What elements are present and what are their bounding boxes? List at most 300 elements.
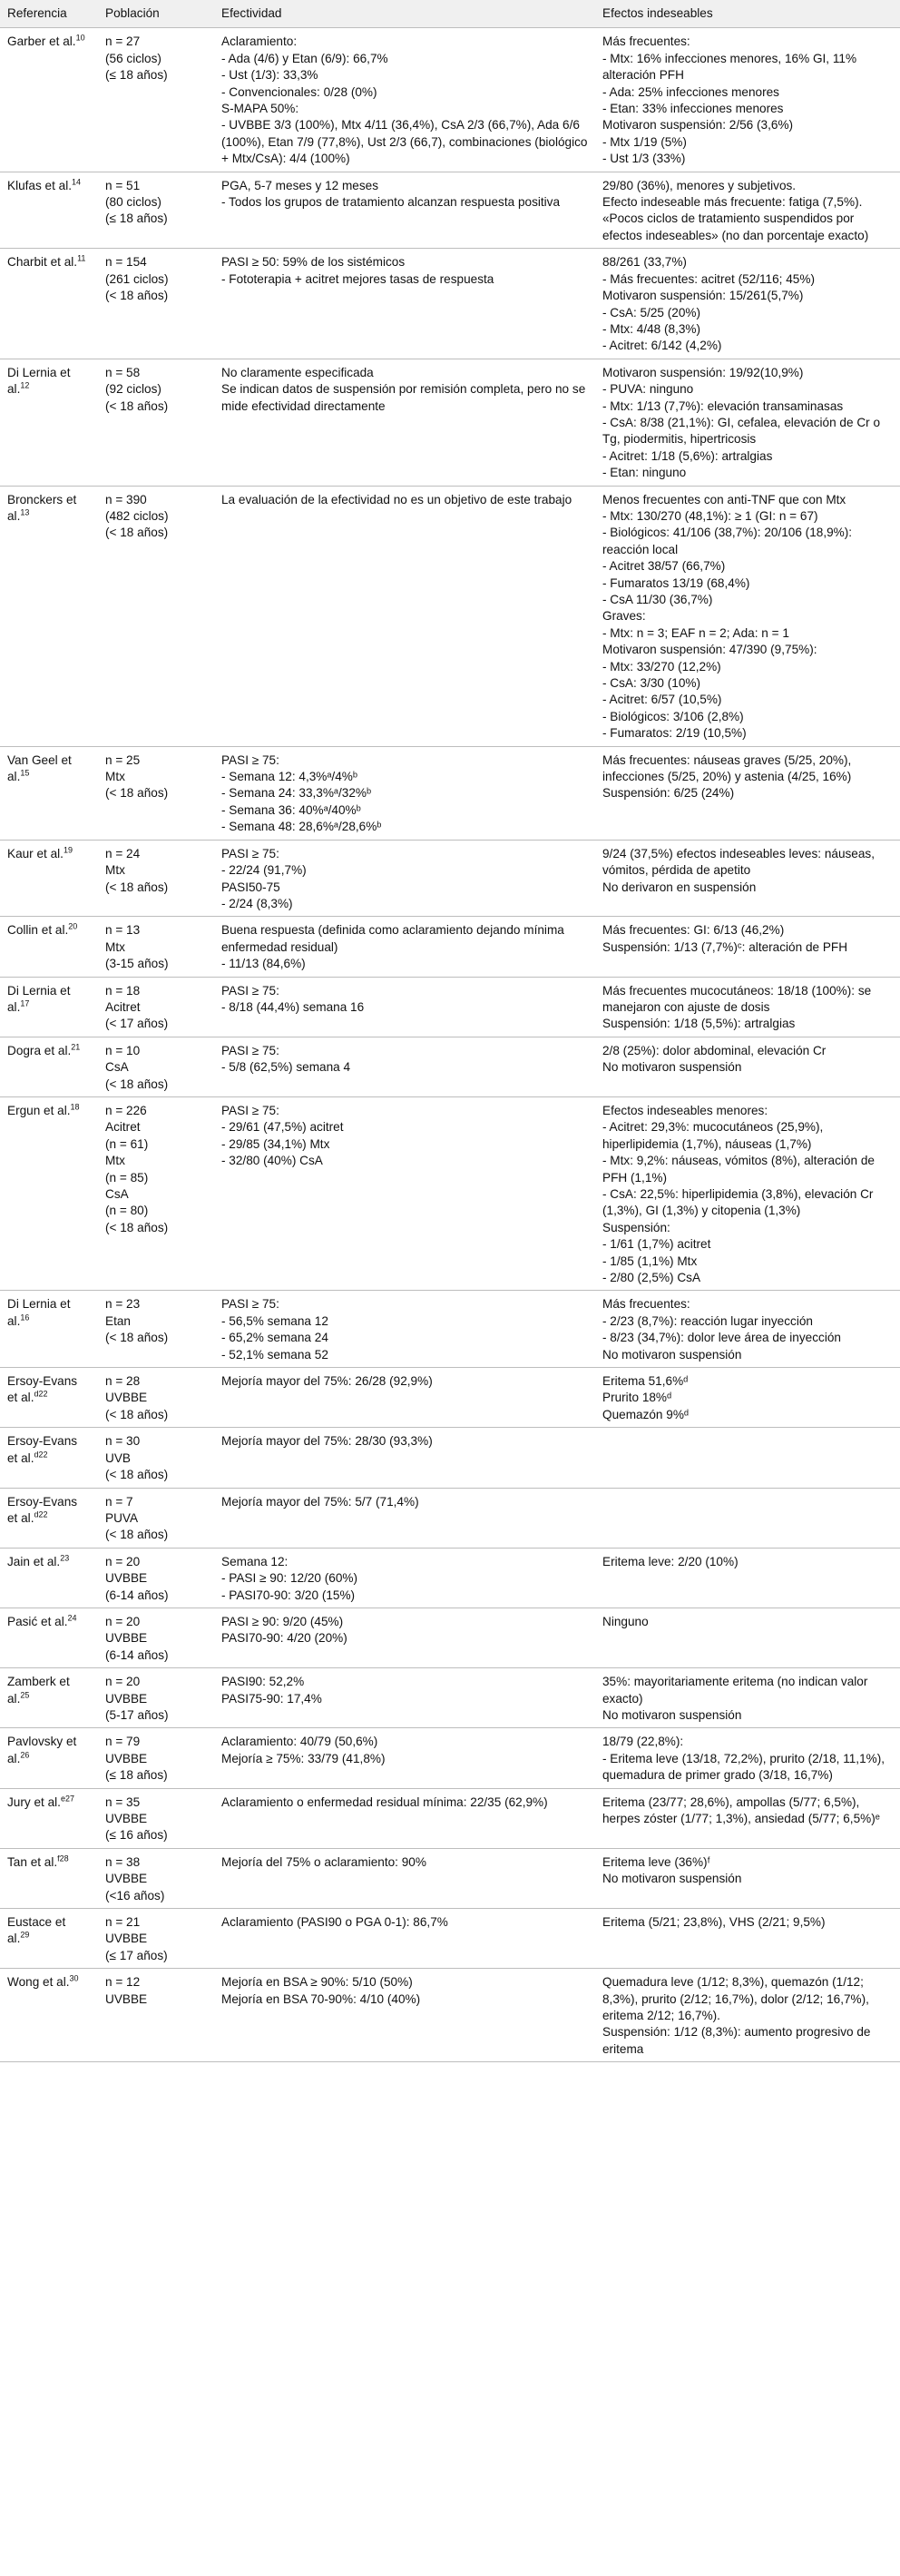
cell-efectos-indeseables xyxy=(595,746,900,840)
effectiveness-line: - Semana 36: 40%ᵃ/40%ᵇ xyxy=(221,802,361,817)
adverse-effect-line: - 2/23 (8,7%): reacción lugar inyección xyxy=(602,1313,813,1328)
table-row xyxy=(0,746,900,840)
population-line: (< 18 años) xyxy=(105,1468,169,1482)
table-row xyxy=(0,840,900,917)
adverse-effect-line: Graves: xyxy=(602,609,646,624)
adverse-effect-line: - Mtx: 16% infecciones menores, 16% GI, 11% alteración PFH xyxy=(602,51,857,83)
population-line: Mtx xyxy=(105,770,125,784)
adverse-effect-line: - Biológicos: 41/106 (38,7%): 20/106 (18,9%): reacción local xyxy=(602,526,853,556)
population-line: CsA xyxy=(105,1187,129,1201)
population-line: n = 13 xyxy=(105,923,141,938)
cell-efectos-indeseables xyxy=(595,977,900,1037)
cell-referencia xyxy=(0,746,98,840)
population-line: n = 20 xyxy=(105,1675,141,1689)
population-line: (< 18 años) xyxy=(105,1407,169,1421)
reference-citation: 29 xyxy=(20,1930,30,1940)
cell-referencia xyxy=(0,359,98,486)
effectiveness-line: - 8/18 (44,4%) semana 16 xyxy=(221,999,365,1014)
cell-poblacion xyxy=(98,917,214,977)
population-line: (<16 años) xyxy=(105,1888,165,1903)
effectiveness-line: PASI ≥ 75: xyxy=(221,1297,279,1312)
effectiveness-line: PASI ≥ 90: 9/20 (45%) xyxy=(221,1614,344,1628)
cell-poblacion xyxy=(98,1037,214,1096)
cell-referencia xyxy=(0,1488,98,1548)
cell-referencia xyxy=(0,977,98,1037)
reference-author: Tan et al. xyxy=(7,1854,58,1869)
adverse-effect-line: - Más frecuentes: acitret (52/116; 45%) xyxy=(602,271,815,286)
cell-referencia xyxy=(0,486,98,746)
adverse-effect-line: - 1/61 (1,7%) acitret xyxy=(602,1237,711,1252)
adverse-effect-line: Efecto indeseable más frecuente: fatiga (7,5%). xyxy=(602,195,863,210)
population-line: UVB xyxy=(105,1450,131,1465)
adverse-effect-line: 18/79 (22,8%): xyxy=(602,1735,684,1749)
effectiveness-line: PASI ≥ 75: xyxy=(221,1103,279,1117)
cell-efectividad xyxy=(214,1848,595,1908)
table-row xyxy=(0,359,900,486)
adverse-effect-line: - CsA: 3/30 (10%) xyxy=(602,676,701,691)
cell-referencia xyxy=(0,1096,98,1290)
reference-author: Ersoy-Evans et al. xyxy=(7,1494,78,1525)
effectiveness-line: PGA, 5-7 meses y 12 meses xyxy=(221,178,379,192)
adverse-effect-line: 29/80 (36%), menores y subjetivos. xyxy=(602,178,797,192)
population-line: UVBBE xyxy=(105,1571,148,1586)
reference-author: Eustace et al. xyxy=(7,1915,66,1946)
effectiveness-line: PASI50-75 xyxy=(221,880,280,894)
cell-efectividad xyxy=(214,1291,595,1368)
population-line: UVBBE xyxy=(105,1872,148,1886)
population-line: (< 18 años) xyxy=(105,289,169,303)
effectiveness-line: Mejoría ≥ 75%: 33/79 (41,8%) xyxy=(221,1751,386,1765)
cell-efectos-indeseables xyxy=(595,1728,900,1788)
adverse-effect-line: 9/24 (37,5%) efectos indeseables leves: náuseas, vómitos, pérdida de apetito xyxy=(602,846,876,878)
effectiveness-line: PASI ≥ 75: xyxy=(221,846,279,860)
population-line: (< 18 años) xyxy=(105,1220,169,1234)
cell-efectividad xyxy=(214,1909,595,1969)
population-line: (n = 80) xyxy=(105,1204,149,1218)
population-line: n = 30 xyxy=(105,1434,141,1449)
header-referencia: Referencia xyxy=(0,0,98,28)
adverse-effect-line: Más frecuentes: xyxy=(602,1297,690,1312)
cell-efectividad xyxy=(214,28,595,172)
population-line: (< 18 años) xyxy=(105,880,169,894)
cell-poblacion xyxy=(98,977,214,1037)
cell-efectos-indeseables xyxy=(595,1548,900,1608)
effectiveness-line: - PASI70-90: 3/20 (15%) xyxy=(221,1588,356,1602)
cell-referencia xyxy=(0,1428,98,1488)
population-line: n = 23 xyxy=(105,1297,141,1312)
cell-referencia xyxy=(0,28,98,172)
cell-efectos-indeseables xyxy=(595,486,900,746)
cell-poblacion xyxy=(98,746,214,840)
cell-referencia xyxy=(0,172,98,249)
adverse-effect-line: Suspensión: 1/18 (5,5%): artralgias xyxy=(602,1017,796,1031)
population-line: n = 24 xyxy=(105,846,141,860)
effectiveness-line: - 29/61 (47,5%) acitret xyxy=(221,1120,344,1135)
reference-citation: 23 xyxy=(60,1553,70,1563)
header-poblacion: Población xyxy=(98,0,214,28)
effectiveness-line: - 22/24 (91,7%) xyxy=(221,863,307,878)
effectiveness-line: PASI ≥ 75: xyxy=(221,752,279,767)
cell-efectividad xyxy=(214,1608,595,1667)
population-line: UVBBE xyxy=(105,1691,148,1706)
cell-efectividad xyxy=(214,840,595,917)
effectiveness-line: No claramente especificada xyxy=(221,365,374,379)
table-row xyxy=(0,28,900,172)
population-line: n = 35 xyxy=(105,1794,141,1809)
reference-author: Jury et al. xyxy=(7,1794,61,1809)
table-header xyxy=(0,0,900,28)
reference-author: Di Lernia et al. xyxy=(7,1297,71,1328)
adverse-effect-line: - Mtx 1/19 (5%) xyxy=(602,134,687,149)
reference-author: Ersoy-Evans et al. xyxy=(7,1374,78,1405)
adverse-effect-line: Suspensión: 1/12 (8,3%): aumento progresivo de eritema xyxy=(602,2025,871,2056)
population-line: n = 12 xyxy=(105,1975,141,1990)
cell-efectos-indeseables xyxy=(595,1668,900,1728)
table-row xyxy=(0,977,900,1037)
cell-referencia xyxy=(0,1728,98,1788)
adverse-effect-line: Efectos indeseables menores: xyxy=(602,1103,768,1117)
population-line: (< 18 años) xyxy=(105,1331,169,1345)
table-body xyxy=(0,28,900,2062)
population-line: n = 390 xyxy=(105,492,147,506)
population-line: (80 ciclos) xyxy=(105,195,161,210)
population-line: PUVA xyxy=(105,1510,139,1525)
population-line: (261 ciclos) xyxy=(105,271,169,286)
cell-efectividad xyxy=(214,1037,595,1096)
effectiveness-line: Mejoría mayor del 75%: 5/7 (71,4%) xyxy=(221,1494,419,1509)
adverse-effect-line: - CsA: 5/25 (20%) xyxy=(602,305,701,320)
adverse-effect-line: 88/261 (33,7%) xyxy=(602,255,687,270)
population-line: n = 10 xyxy=(105,1043,141,1057)
reference-author: Zamberk et al. xyxy=(7,1675,70,1706)
population-line: n = 226 xyxy=(105,1103,147,1117)
reference-author: Ersoy-Evans et al. xyxy=(7,1434,78,1465)
table-row xyxy=(0,1608,900,1667)
header-row xyxy=(0,0,900,28)
cell-referencia xyxy=(0,1608,98,1667)
cell-poblacion xyxy=(98,486,214,746)
cell-referencia xyxy=(0,840,98,917)
population-line: n = 58 xyxy=(105,365,141,379)
reference-citation: e27 xyxy=(60,1794,74,1804)
table-row xyxy=(0,486,900,746)
cell-efectos-indeseables xyxy=(595,1037,900,1096)
effectiveness-line: PASI ≥ 75: xyxy=(221,1043,279,1057)
effectiveness-line: - Todos los grupos de tratamiento alcanzan respuesta positiva xyxy=(221,195,561,210)
population-line: UVBBE xyxy=(105,1812,148,1825)
population-line: (≤ 17 años) xyxy=(105,1948,168,1962)
adverse-effect-line: - Mtx: 1/13 (7,7%): elevación transaminasas xyxy=(602,398,844,413)
adverse-effect-line: - Acitret: 29,3%: mucocutáneos (25,9%), hiperlipidemia (1,7%), náuseas (1,7%) xyxy=(602,1120,824,1151)
population-line: n = 27 xyxy=(105,34,141,49)
population-line: (n = 61) xyxy=(105,1136,149,1151)
population-line: UVBBE xyxy=(105,1391,148,1405)
header-efectos-indeseables: Efectos indeseables xyxy=(595,0,900,28)
cell-efectividad xyxy=(214,1728,595,1788)
adverse-effect-line: No motivaron suspensión xyxy=(602,1060,742,1075)
table-row xyxy=(0,172,900,249)
population-line: (6-14 años) xyxy=(105,1588,169,1602)
reference-citation: d22 xyxy=(34,1389,48,1399)
population-line: Mtx xyxy=(105,939,125,954)
reference-citation: 30 xyxy=(69,1973,79,1983)
cell-efectos-indeseables xyxy=(595,1969,900,2062)
effectiveness-line: Aclaramiento: 40/79 (50,6%) xyxy=(221,1735,378,1749)
cell-efectos-indeseables xyxy=(595,840,900,917)
adverse-effect-line: - Acitret: 6/142 (4,2%) xyxy=(602,339,722,353)
cell-efectos-indeseables xyxy=(595,172,900,249)
cell-referencia xyxy=(0,1848,98,1908)
cell-referencia xyxy=(0,1788,98,1848)
cell-efectividad xyxy=(214,1488,595,1548)
effectiveness-line: Aclaramiento o enfermedad residual mínima: 22/35 (62,9%) xyxy=(221,1794,548,1809)
population-line: (< 18 años) xyxy=(105,786,169,801)
adverse-effect-line: - PUVA: ninguno xyxy=(602,382,694,397)
cell-poblacion xyxy=(98,840,214,917)
adverse-effect-line: - Ust 1/3 (33%) xyxy=(602,152,686,166)
effectiveness-line: PASI ≥ 75: xyxy=(221,983,279,998)
adverse-effect-line: Más frecuentes mucocutáneos: 18/18 (100%): se manejaron con ajuste de dosis xyxy=(602,983,872,1014)
reference-citation: 11 xyxy=(77,253,86,263)
effectiveness-line: Mejoría mayor del 75%: 26/28 (92,9%) xyxy=(221,1374,433,1389)
cell-referencia xyxy=(0,1291,98,1368)
adverse-effect-line: - Eritema leve (13/18, 72,2%), prurito (2/18, 11,1%), quemadura de primer grado (3/18, 16,7%) xyxy=(602,1751,885,1783)
adverse-effect-line: No motivaron suspensión xyxy=(602,1347,742,1362)
adverse-effect-line: Eritema 51,6%ᵈ xyxy=(602,1374,689,1389)
adverse-effect-line: - Etan: 33% infecciones menores xyxy=(602,102,784,116)
adverse-effect-line: - 2/80 (2,5%) CsA xyxy=(602,1271,701,1285)
population-line: n = 20 xyxy=(105,1614,141,1628)
cell-poblacion xyxy=(98,1291,214,1368)
reference-author: Kaur et al. xyxy=(7,846,64,860)
cell-referencia xyxy=(0,1548,98,1608)
adverse-effect-line: - Mtx: 4/48 (8,3%) xyxy=(602,321,701,336)
reference-citation: 24 xyxy=(67,1613,77,1623)
adverse-effect-line: Eritema leve (36%)ᶠ xyxy=(602,1854,710,1869)
effectiveness-line: - UVBBE 3/3 (100%), Mtx 4/11 (36,4%), CsA 2/3 (66,7%), Ada 6/6 (100%), Etan 7/9 (77,8%), Ust 2/3 (66,7), combinaciones (biológico + Mtx/CsA): 4/4 (100%) xyxy=(221,118,588,166)
population-line: n = 38 xyxy=(105,1854,141,1869)
population-line: (3-15 años) xyxy=(105,957,169,971)
adverse-effect-line: Ninguno xyxy=(602,1614,649,1628)
effectiveness-line: - Ust (1/3): 33,3% xyxy=(221,68,318,83)
population-line: (< 18 años) xyxy=(105,1528,169,1542)
reference-author: Collin et al. xyxy=(7,923,69,938)
reference-author: Dogra et al. xyxy=(7,1043,72,1057)
cell-poblacion xyxy=(98,249,214,359)
cell-referencia xyxy=(0,1969,98,2062)
cell-efectividad xyxy=(214,1668,595,1728)
cell-poblacion xyxy=(98,1848,214,1908)
table-row xyxy=(0,1488,900,1548)
effectiveness-line: - PASI ≥ 90: 12/20 (60%) xyxy=(221,1571,358,1586)
effectiveness-line: - 2/24 (8,3%) xyxy=(221,896,293,910)
reference-citation: 20 xyxy=(68,921,78,931)
cell-efectividad xyxy=(214,746,595,840)
adverse-effect-line: - CsA 11/30 (36,7%) xyxy=(602,593,713,606)
cell-efectividad xyxy=(214,977,595,1037)
adverse-effect-line: - Ada: 25% infecciones menores xyxy=(602,84,779,99)
effectiveness-line: Mejoría en BSA 70-90%: 4/10 (40%) xyxy=(221,1991,421,2006)
effectiveness-line: La evaluación de la efectividad no es un objetivo de este trabajo xyxy=(221,492,572,506)
table-row xyxy=(0,1848,900,1908)
population-line: (< 18 años) xyxy=(105,398,169,413)
adverse-effect-line: - Mtx: 9,2%: náuseas, vómitos (8%), alteración de PFH (1,1%) xyxy=(602,1154,875,1185)
population-line: UVBBE xyxy=(105,1932,148,1946)
reference-citation: 12 xyxy=(20,380,30,390)
reference-citation: 25 xyxy=(20,1690,30,1700)
adverse-effect-line: - 1/85 (1,1%) Mtx xyxy=(602,1254,698,1268)
adverse-effect-line: Más frecuentes: náuseas graves (5/25, 20%), infecciones (5/25, 20%) y astenia (4/25, 16%) xyxy=(602,752,852,784)
cell-efectos-indeseables xyxy=(595,359,900,486)
population-line: (≤ 18 años) xyxy=(105,1768,168,1783)
reference-author: Pavlovsky et al. xyxy=(7,1735,77,1765)
population-line: (< 18 años) xyxy=(105,526,169,540)
adverse-effect-line: Suspensión: 1/13 (7,7%)ᶜ: alteración de PFH xyxy=(602,939,848,954)
population-line: Acitret xyxy=(105,1120,141,1135)
adverse-effect-line: 2/8 (25%): dolor abdominal, elevación Cr xyxy=(602,1043,827,1057)
table-row xyxy=(0,1291,900,1368)
adverse-effect-line: - Mtx: 130/270 (48,1%): ≥ 1 (GI: n = 67) xyxy=(602,508,818,523)
adverse-effect-line: Motivaron suspensión: 15/261(5,7%) xyxy=(602,289,804,303)
population-line: UVBBE xyxy=(105,1991,148,2006)
reference-author: Wong et al. xyxy=(7,1975,70,1990)
table-row xyxy=(0,1548,900,1608)
table-row xyxy=(0,249,900,359)
cell-efectos-indeseables xyxy=(595,1909,900,1969)
cell-efectividad xyxy=(214,1548,595,1608)
cell-poblacion xyxy=(98,1428,214,1488)
cell-efectividad xyxy=(214,486,595,746)
cell-efectividad xyxy=(214,1969,595,2062)
adverse-effect-line: Suspensión: 6/25 (24%) xyxy=(602,786,735,801)
cell-efectividad xyxy=(214,249,595,359)
population-line: n = 7 xyxy=(105,1494,133,1509)
cell-efectos-indeseables xyxy=(595,28,900,172)
reference-author: Bronckers et al. xyxy=(7,492,77,523)
adverse-effect-line: - CsA: 8/38 (21,1%): GI, cefalea, elevación de Cr o Tg, piodermitis, hipertricosis xyxy=(602,415,881,447)
cell-poblacion xyxy=(98,1488,214,1548)
population-line: (< 18 años) xyxy=(105,1077,169,1091)
effectiveness-line: Mejoría en BSA ≥ 90%: 5/10 (50%) xyxy=(221,1975,413,1990)
effectiveness-line: Aclaramiento (PASI90 o PGA 0-1): 86,7% xyxy=(221,1915,448,1930)
effectiveness-line: - 11/13 (84,6%) xyxy=(221,957,306,971)
population-line: Mtx xyxy=(105,1154,125,1168)
effectiveness-line: - 52,1% semana 52 xyxy=(221,1347,328,1362)
population-line: (482 ciclos) xyxy=(105,508,169,523)
population-line: Etan xyxy=(105,1313,131,1328)
effectiveness-line: Semana 12: xyxy=(221,1554,289,1568)
reference-citation: d22 xyxy=(34,1509,48,1519)
effectiveness-line: - Semana 24: 33,3%ᵃ/32%ᵇ xyxy=(221,786,372,801)
reference-author: Garber et al. xyxy=(7,34,76,49)
adverse-effect-line: Más frecuentes: GI: 6/13 (46,2%) xyxy=(602,923,785,938)
cell-referencia xyxy=(0,1909,98,1969)
adverse-effect-line: No motivaron suspensión xyxy=(602,1872,742,1886)
population-line: UVBBE xyxy=(105,1751,148,1765)
effectiveness-line: - 29/85 (34,1%) Mtx xyxy=(221,1136,330,1151)
table-row xyxy=(0,1728,900,1788)
population-line: n = 18 xyxy=(105,983,141,998)
adverse-effect-line: Eritema (23/77; 28,6%), ampollas (5/77; 6,5%), herpes zóster (1/77; 1,3%), ansiedad (5/77; 6,5%)ᵉ xyxy=(602,1794,880,1825)
effectiveness-line: - 32/80 (40%) CsA xyxy=(221,1154,323,1168)
population-line: (n = 85) xyxy=(105,1170,149,1185)
table-row xyxy=(0,1909,900,1969)
population-line: n = 20 xyxy=(105,1554,141,1568)
adverse-effect-line: Quemazón 9%ᵈ xyxy=(602,1407,690,1421)
reference-citation: 16 xyxy=(20,1313,30,1322)
reference-citation: 21 xyxy=(71,1042,81,1052)
cell-poblacion xyxy=(98,1969,214,2062)
cell-poblacion xyxy=(98,1608,214,1667)
adverse-effect-line: Motivaron suspensión: 2/56 (3,6%) xyxy=(602,118,794,133)
population-line: n = 51 xyxy=(105,178,141,192)
effectiveness-line: Buena respuesta (definida como aclaramiento dejando mínima enfermedad residual) xyxy=(221,923,564,954)
table-row xyxy=(0,1668,900,1728)
reference-citation: 26 xyxy=(20,1750,30,1760)
cell-efectos-indeseables xyxy=(595,1608,900,1667)
effectiveness-line: S-MAPA 50%: xyxy=(221,102,299,116)
effectiveness-line: - Convencionales: 0/28 (0%) xyxy=(221,84,377,99)
adverse-effect-line: - CsA: 22,5%: hiperlipidemia (3,8%), elevación Cr (1,3%), GI (1,3%) y citopenia (1,3%) xyxy=(602,1187,874,1218)
cell-efectos-indeseables xyxy=(595,249,900,359)
cell-poblacion xyxy=(98,1788,214,1848)
cell-efectos-indeseables xyxy=(595,1291,900,1368)
adverse-effect-line: - Etan: ninguno xyxy=(602,466,687,480)
cell-efectividad xyxy=(214,359,595,486)
cell-poblacion xyxy=(98,1909,214,1969)
table-row xyxy=(0,1969,900,2062)
reference-citation: 10 xyxy=(75,33,85,43)
reference-author: Klufas et al. xyxy=(7,178,73,192)
population-line: n = 79 xyxy=(105,1735,141,1749)
effectiveness-line: PASI90: 52,2% xyxy=(221,1675,305,1689)
cell-poblacion xyxy=(98,28,214,172)
population-line: (6-14 años) xyxy=(105,1647,169,1662)
reference-citation: d22 xyxy=(34,1450,48,1460)
table-row xyxy=(0,1037,900,1096)
adverse-effect-line: Motivaron suspensión: 19/92(10,9%) xyxy=(602,365,804,379)
effectiveness-line: PASI75-90: 17,4% xyxy=(221,1691,322,1706)
cell-efectos-indeseables xyxy=(595,1428,900,1488)
population-line: Mtx xyxy=(105,863,125,878)
reference-citation: 19 xyxy=(63,845,73,855)
population-line: (< 17 años) xyxy=(105,1017,169,1031)
population-line: n = 28 xyxy=(105,1374,141,1389)
reference-citation: 15 xyxy=(20,768,30,778)
cell-efectividad xyxy=(214,172,595,249)
table-row xyxy=(0,1368,900,1428)
adverse-effect-line: - Fumaratos: 2/19 (10,5%) xyxy=(602,726,747,741)
reference-author: Pasić et al. xyxy=(7,1614,68,1628)
effectiveness-line: PASI ≥ 50: 59% de los sistémicos xyxy=(221,255,406,270)
effectiveness-line: - 65,2% semana 24 xyxy=(221,1331,328,1345)
effectiveness-line: - Fototerapia + acitret mejores tasas de respuesta xyxy=(221,271,494,286)
header-efectividad: Efectividad xyxy=(214,0,595,28)
effectiveness-line: - 56,5% semana 12 xyxy=(221,1313,328,1328)
adverse-effect-line: No derivaron en suspensión xyxy=(602,880,757,894)
effectiveness-line: - Semana 48: 28,6%ᵃ/28,6%ᵇ xyxy=(221,820,382,834)
reference-author: Di Lernia et al. xyxy=(7,983,71,1014)
reference-author: Jain et al. xyxy=(7,1554,61,1568)
cell-poblacion xyxy=(98,1728,214,1788)
population-line: UVBBE xyxy=(105,1631,148,1646)
effectiveness-line: PASI70-90: 4/20 (20%) xyxy=(221,1631,347,1646)
cell-referencia xyxy=(0,1668,98,1728)
cell-poblacion xyxy=(98,1096,214,1290)
population-line: (5-17 años) xyxy=(105,1707,169,1722)
cell-poblacion xyxy=(98,1548,214,1608)
adverse-effect-line: - Mtx: n = 3; EAF n = 2; Ada: n = 1 xyxy=(602,625,789,640)
